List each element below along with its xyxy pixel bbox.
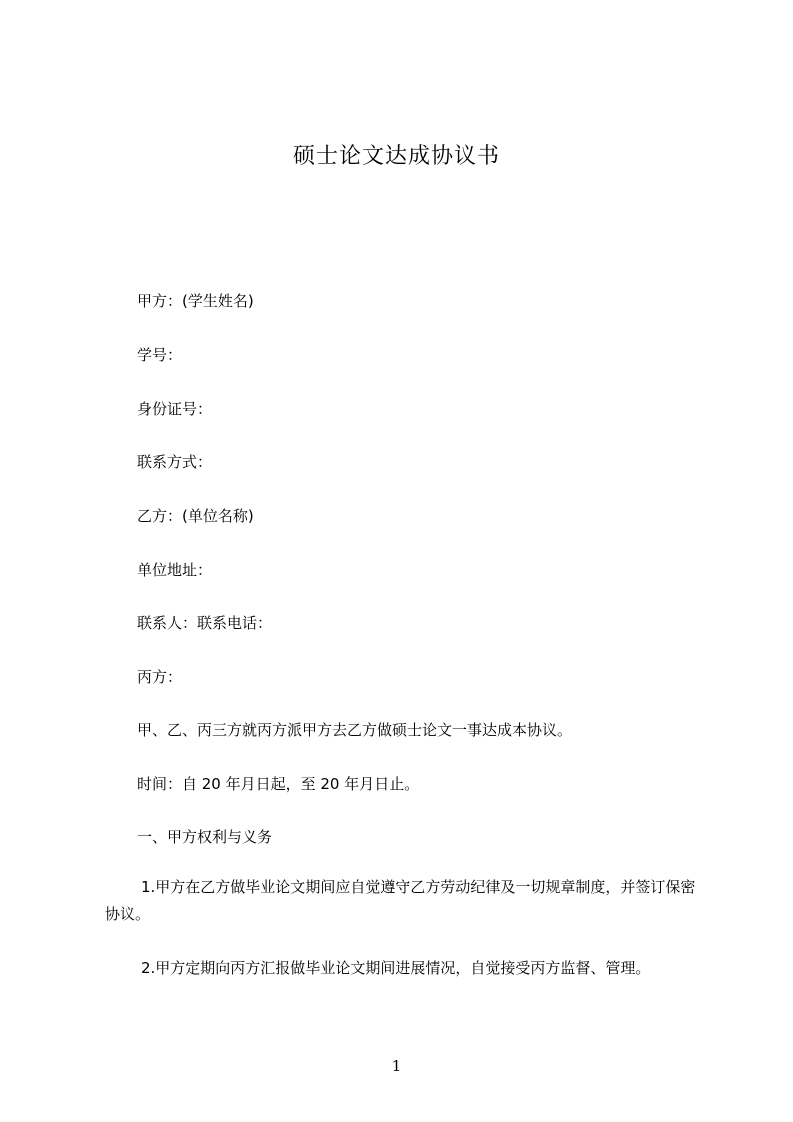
- party-c-label: 丙方：: [137, 668, 183, 686]
- clause-1: [105, 874, 705, 928]
- section-heading: 一、甲方权利与义务: [137, 828, 273, 846]
- agreement-intro: 甲、乙、丙三方就丙方派甲方去乙方做硕士论文一事达成本协议。: [137, 721, 573, 739]
- party-a-label: 甲方：(学生姓名): [137, 292, 254, 310]
- document-title: 硕士论文达成协议书: [292, 144, 500, 169]
- contact-label: 联系方式：: [137, 453, 213, 471]
- id-card-label: 身份证号：: [137, 400, 213, 418]
- agreement-period: 时间：自 20 年月日起，至 20 年月日止。: [137, 775, 420, 793]
- contact-person-label: 联系人：联系电话：: [137, 614, 273, 632]
- clause-1-text: 1.甲方在乙方做毕业论文期间应自觉遵守乙方劳动纪律及一切规章制度，并签订保密协议。: [105, 878, 696, 923]
- clause-2: [105, 955, 705, 982]
- org-address-label: 单位地址：: [137, 561, 213, 579]
- page-number: 1: [391, 1057, 402, 1075]
- clause-2-text: 2.甲方定期向丙方汇报做毕业论文期间进展情况，自觉接受丙方监督、管理。: [141, 959, 651, 977]
- student-id-label: 学号：: [137, 346, 183, 364]
- party-b-label: 乙方：(单位名称): [137, 507, 254, 525]
